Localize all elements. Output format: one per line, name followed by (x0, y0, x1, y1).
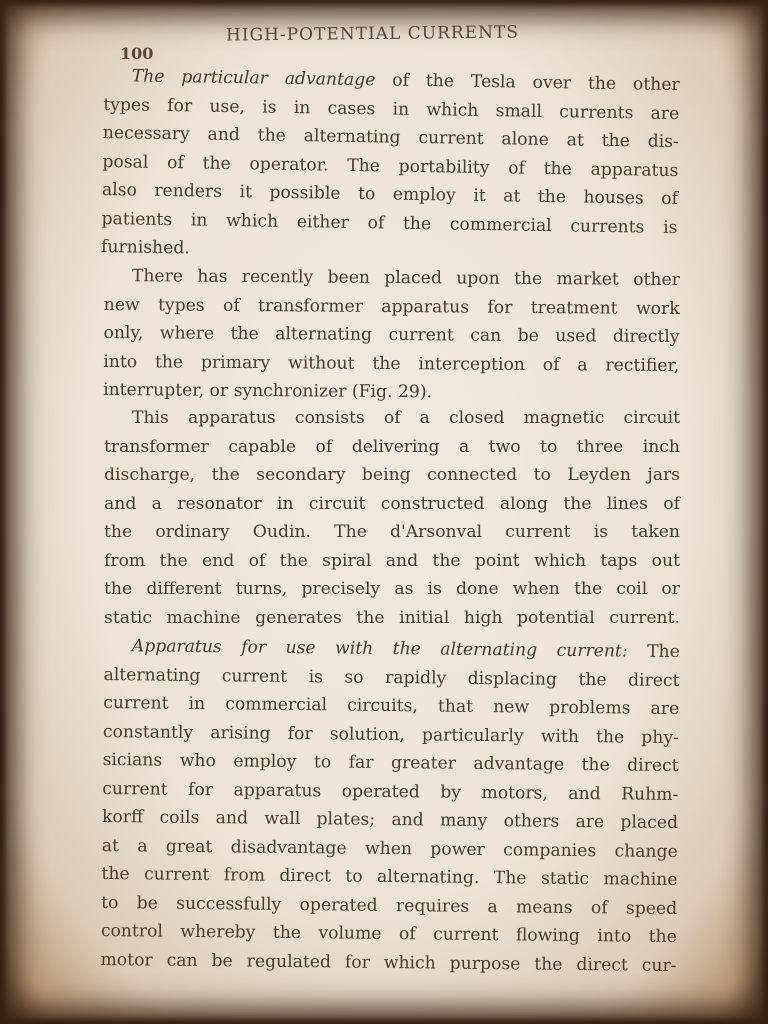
italic-lead: The particular advantage (131, 66, 376, 91)
text-line: static machine generates the initial high potential current. (104, 607, 680, 628)
text-line: alternating current is so rapidly displacing the direct (103, 664, 680, 691)
text-line: patients in which either of the commercial currents is (101, 208, 678, 238)
text-line: only, where the alternating current can be used directly (103, 322, 680, 347)
text-line: The particular advantage of the Tesla over the other (131, 66, 680, 96)
text-line: posal of the operator. The portability of the apparatus (102, 151, 679, 181)
text-line: from the end of the spiral and the point which taps out (104, 550, 680, 571)
text-line: This apparatus consists of a closed magnetic circuit (132, 408, 680, 428)
text-line: also renders it possible to employ it at the houses of (101, 179, 679, 210)
italic-lead: Apparatus for use with the alternating current: (131, 636, 628, 662)
paragraph-4 (100, 632, 680, 980)
text-line: motor can be regulated for which purpose the direct cur- (100, 949, 677, 976)
page-number: 100 (120, 44, 154, 63)
text-line: into the primary without the interception of a rectifier, (103, 350, 680, 376)
text-line: control whereby the volume of current flowing into the (100, 920, 677, 948)
text-line: sicians who employ to far greater advantage the direct (102, 749, 679, 777)
text-line: constantly arising for solution, particularly with the phy- (102, 721, 680, 748)
text-line: There has recently been placed upon the market other (131, 265, 680, 290)
book-page (100, 22, 680, 976)
text-line: at a great disadvantage when power companies change (101, 835, 678, 862)
text-line: interrupter, or synchronizer (Fig. 29). (103, 379, 433, 402)
page-header (104, 22, 680, 62)
text-line: the different turns, precisely as is done when the coil or (104, 579, 680, 599)
text-line: Apparatus for use with the alternating current: The (131, 636, 680, 663)
text-line: current for apparatus operated by motors, and Ruhm- (102, 778, 679, 805)
paragraph-3 (104, 404, 680, 632)
text-line: the ordinary Oudin. The d'Arsonval current is taken (104, 522, 680, 542)
running-head: HIGH-POTENTIAL CURRENTS (225, 22, 520, 46)
text-line: the current from direct to alternating. The static machine (101, 863, 678, 891)
text-line: current in commercial circuits, that new problems are (103, 692, 680, 720)
text-line: types for use, is in cases in which small currents are (103, 94, 680, 124)
text-line: furnished. (100, 236, 190, 259)
paragraph-2 (103, 262, 680, 409)
text-line: to be successfully operated requires a means of speed (101, 892, 678, 919)
text-line: new types of transformer apparatus for treatment work (103, 293, 680, 319)
text-line: transformer capable of delivering a two to three inch (104, 436, 680, 457)
text-line: korff coils and wall plates; and many others are placed (101, 806, 679, 834)
text-line: discharge, the secondary being connected to Leyden jars (104, 465, 680, 485)
text-line: necessary and the alternating current alone at the dis- (102, 122, 679, 153)
text-line: and a resonator in circuit constructed along the lines of (104, 493, 680, 514)
paragraph-1 (101, 62, 680, 271)
